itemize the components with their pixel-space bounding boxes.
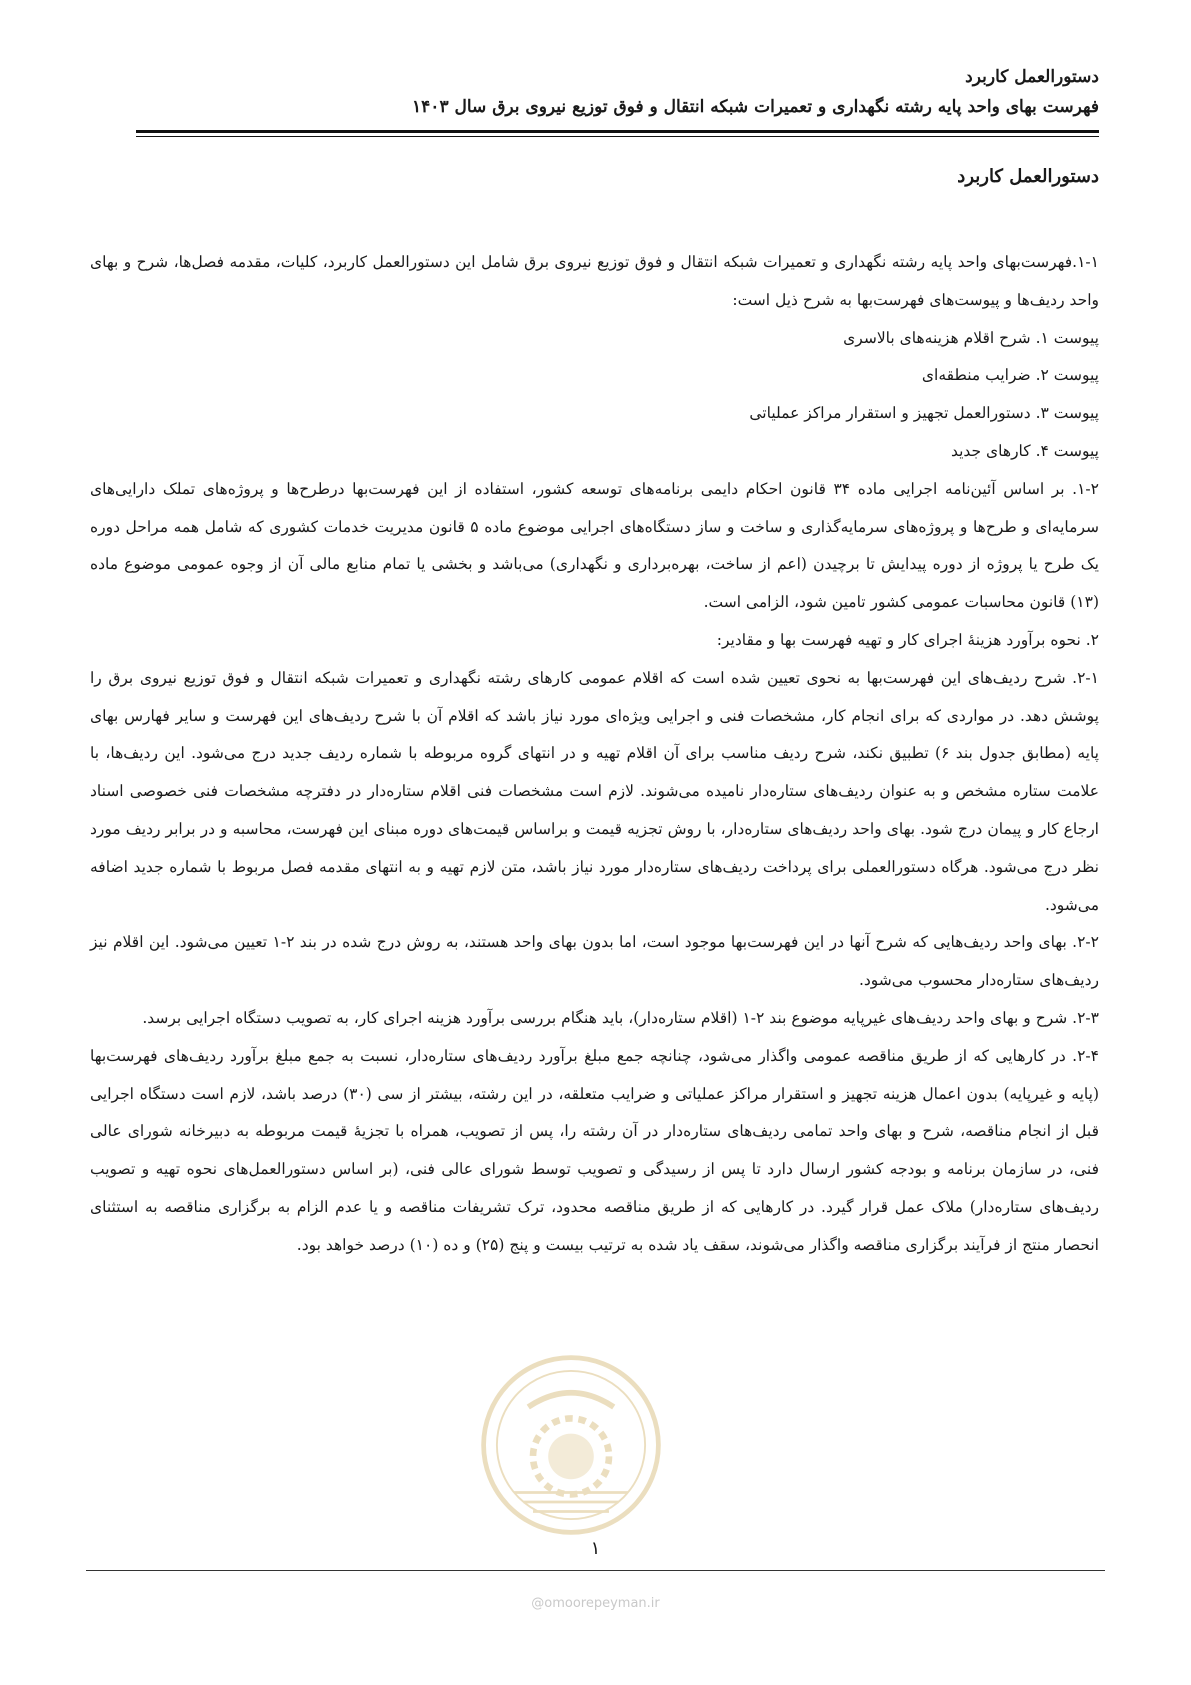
header-rule-thin (136, 136, 1099, 137)
paragraph-2-4: ۲-۴. در کارهایی که از طریق مناقصه عمومی واگذار می‌شود، چنانچه جمع مبلغ برآورد ردیف‌های ستاره‌دار، نسبت به جمع مبلغ برآورد ردیف‌های فهرست‌بها (پایه و غیرپایه) بدون اعمال هزینه تجهیز و استقرار مراکز عملیاتی و ضرایب متعلقه، در این رشته، بیشتر از سی (۳۰) درصد باشد، لازم است دستگاه اجرایی قبل از انجام مناقصه، شرح و بهای واحد تمامی ردیف‌های ستاره‌دار در آن رشته را، پس از تصویب، همراه با تجزیهٔ قیمت مربوطه به دبیرخانه شورای عالی فنی، در سازمان برنامه و بودجه کشور ارسال دارد تا پس از رسیدگی و تصویب توسط شورای عالی فنی، (بر اساس دستورالعمل‌های نحوه تهیه و تصویب ردیف‌های ستاره‌دار) ملاک عمل قرار گیرد. در کارهایی که از طریق مناقصه محدود، ترک تشریفات مناقصه و یا عدم الزام به برگزاری مناقصه به استثنای انحصار منتج از فرآیند برگزاری مناقصه واگذار می‌شوند، سقف یاد شده به ترتیب بیست و پنج (۲۵) و ده (۱۰) درصد خواهد بود. (90, 1046, 1099, 1254)
paragraph-2-2: ۲-۲. بهای واحد ردیف‌هایی که شرح آنها در این فهرست‌بها موجود است، اما بدون بهای واحد هستند، به روش درج شده در بند ۲-۱ تعیین می‌شود. این اقلام نیز ردیف‌های ستاره‌دار محسوب می‌شود. (90, 933, 1099, 990)
section-title: دستورالعمل کاربرد (957, 166, 1099, 187)
watermark-seal-icon (476, 1350, 666, 1540)
paragraph-2-1: ۲-۱. شرح ردیف‌های این فهرست‌بها به نحوی تعیین شده است که اقلام عمومی کارهای رشته نگهداری و تعمیرات شبکه انتقال و فوق توزیع نیروی برق را پوشش دهد. در مواردی که برای انجام کار، مشخصات فنی و اجرایی ویژه‌ای مورد نیاز باشد که اقلام آن با شرح ردیف‌های این فهرست و سایر فهارس بهای پایه (مطابق جدول بند ۶) تطبیق نکند، شرح ردیف مناسب برای آن اقلام تهیه و در انتهای گروه مربوطه با شماره ردیف جدید درج می‌شود. این ردیف‌ها، با علامت ستاره مشخص و به عنوان ردیف‌های ستاره‌دار نامیده می‌شوند. لازم است مشخصات فنی اقلام ستاره‌دار در دفترچه مشخصات فنی خصوصی اسناد ارجاع کار و پیمان درج شود. بهای واحد ردیف‌های ستاره‌دار، با روش تجزیه قیمت و براساس قیمت‌های دوره مبنای این فهرست، محاسبه و در برابر ردیف مورد نظر درج می‌شود. هرگاه دستورالعملی برای پرداخت ردیف‌های ستاره‌دار مورد نیاز باشد، متن لازم تهیه و به انتهای مقدمه فصل مربوط با شماره جدید اضافه می‌شود. (90, 668, 1099, 914)
running-header (136, 62, 1099, 122)
watermark-url: @omoorepeyman.ir (531, 1596, 660, 1611)
appendix-item-2: پیوست ۲. ضرایب منطقه‌ای (921, 366, 1099, 385)
paragraph-1-2: ۱-۲. بر اساس آئین‌نامه اجرایی ماده ۳۴ قانون احکام دایمی برنامه‌های توسعه کشور، استفاده از این فهرست‌بها درطرح‌ها و پروژه‌های تملک دارایی‌های سرمایه‌ای و طرح‌ها و پروژه‌های سرمایه‌گذاری و ساخت و ساز دستگاه‌های اجرایی موضوع ماده ۵ قانون مدیریت خدمات کشوری که شامل همه مراحل دوره یک طرح یا پروژه از دوره پیدایش تا برچیدن (اعم از ساخت، بهره‌برداری و نگهداری) می‌باشد و بخشی یا تمام منابع مالی آن از وجوه عمومی موضوع ماده (۱۳) قانون محاسبات عمومی کشور تامین شود، الزامی است. (90, 479, 1099, 612)
footer-rule (86, 1570, 1105, 1571)
section-2-heading: ۲. نحوه برآورد هزینهٔ اجرای کار و تهیه فهرست بها و مقادیر: (716, 630, 1099, 649)
paragraph-1-1: ۱-۱.فهرست‌بهای واحد پایه رشته نگهداری و تعمیرات شبکه انتقال و فوق توزیع نیروی برق شامل این دستورالعمل کاربرد، کلیات، مقدمه فصل‌ها، شرح و بهای واحد ردیف‌ها و پیوست‌های فهرست‌بها به شرح ذیل است: (90, 253, 1099, 309)
appendix-item-1: پیوست ۱. شرح اقلام هزینه‌های بالاسری (843, 328, 1099, 347)
header-subtitle: فهرست بهای واحد پایه رشته نگهداری و تعمیرات شبکه انتقال و فوق توزیع نیروی برق سال ۱۴۰۳ (412, 97, 1099, 117)
header-title: دستورالعمل کاربرد (965, 67, 1099, 87)
page-number: ۱ (590, 1538, 601, 1559)
document-body (90, 244, 1099, 1265)
header-rule (136, 130, 1099, 133)
appendix-item-4: پیوست ۴. کارهای جدید (950, 441, 1099, 460)
appendix-item-3: پیوست ۳. دستورالعمل تجهیز و استقرار مراکز عملیاتی (749, 404, 1099, 423)
paragraph-2-3: ۲-۳. شرح و بهای واحد ردیف‌های غیرپایه موضوع بند ۲-۱ (اقلام ستاره‌دار)، باید هنگام بررسی برآورد هزینه اجرای کار، به تصویب دستگاه اجرایی برسد. (142, 1008, 1099, 1027)
